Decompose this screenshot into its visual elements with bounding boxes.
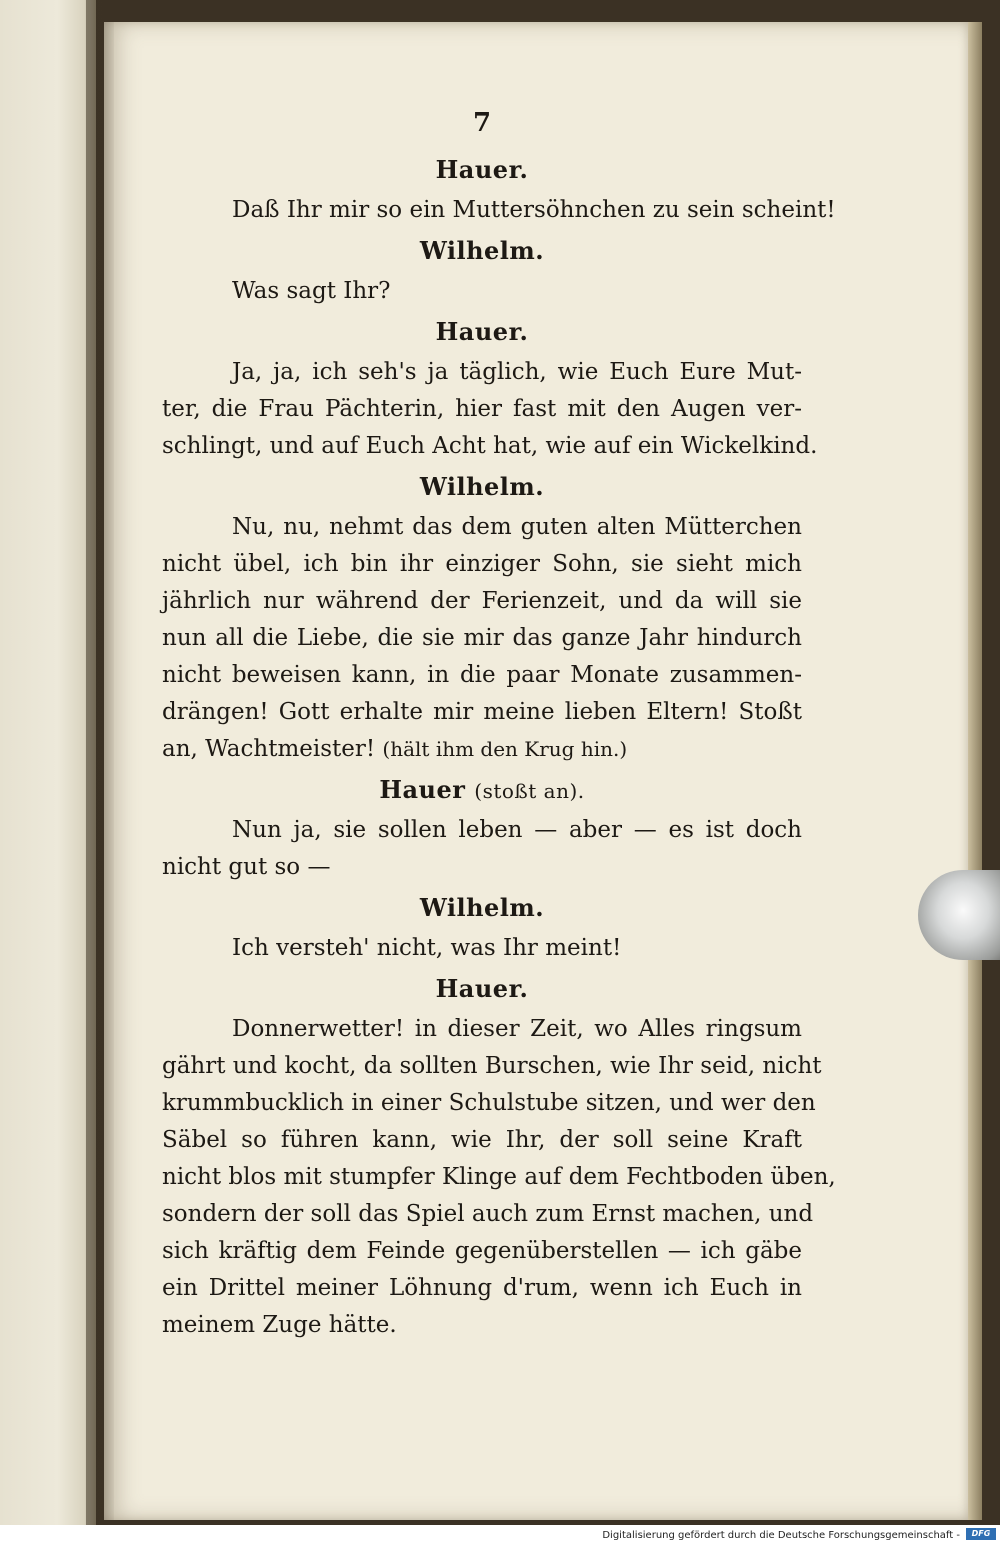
speaker-name (162, 148, 802, 192)
book-spine (86, 0, 114, 1525)
speaker-label: Hauer. (435, 317, 529, 346)
line-text: ter, die Frau Pächterin, hier fast mit den Augen ver- (162, 396, 802, 422)
speaker-name (162, 229, 802, 273)
line-text: Ich versteh' nicht, was Ihr meint! (232, 935, 622, 961)
speaker-name (162, 465, 802, 509)
text-line (162, 1085, 816, 1122)
text-line (162, 620, 802, 657)
line-text: nicht blos mit stumpfer Klinge auf dem Fechtboden üben, (162, 1164, 836, 1190)
text-line (162, 930, 802, 967)
line-text: sich kräftig dem Feinde gegenüberstellen — ich gäbe (162, 1238, 802, 1264)
digitization-credit: Digitalisierung gefördert durch die Deutsche Forschungsgemeinschaft - (602, 1530, 960, 1541)
stage-direction: (stoßt an). (474, 779, 585, 803)
line-text: Daß Ihr mir so ein Muttersöhnchen zu sein scheint! (232, 197, 836, 223)
line-text: nicht gut so — (162, 854, 331, 880)
line-text: Säbel so führen kann, wie Ihr, der soll seine Kraft (162, 1127, 802, 1153)
page-clip (918, 870, 1000, 960)
text-line (162, 849, 802, 886)
speaker-label: Wilhelm. (419, 472, 545, 501)
footer-bar (0, 1525, 1000, 1543)
speaker-name (162, 768, 802, 812)
line-text: gährt und kocht, da sollten Burschen, wie Ihr seid, nicht (162, 1053, 822, 1079)
text-line (162, 546, 802, 583)
speaker-label: Wilhelm. (419, 893, 545, 922)
text-line (162, 509, 802, 546)
speaker-label: Hauer. (435, 155, 529, 184)
text-line (162, 583, 802, 620)
line-text: meinem Zuge hätte. (162, 1312, 397, 1338)
line-text: krummbucklich in einer Schulstube sitzen, und wer den (162, 1090, 816, 1116)
facing-page (0, 0, 96, 1525)
page-number: 7 (472, 108, 492, 138)
text-line (162, 694, 802, 731)
text-line (162, 1270, 802, 1307)
line-text: Nun ja, sie sollen leben — aber — es ist doch (232, 817, 802, 843)
text-line (162, 1196, 814, 1233)
line-text: ein Drittel meiner Löhnung d'rum, wenn ich Euch in (162, 1275, 802, 1301)
text-line (162, 1122, 802, 1159)
line-text: drängen! Gott erhalte mir meine lieben Eltern! Stoßt (162, 699, 802, 725)
dfg-logo: DFG (966, 1528, 996, 1540)
stage-direction: (hält ihm den Krug hin.) (382, 737, 628, 761)
line-text: schlingt, und auf Euch Acht hat, wie auf ein Wickelkind. (162, 433, 818, 459)
text-line (162, 812, 802, 849)
line-text: jährlich nur während der Ferienzeit, und da will sie (162, 588, 802, 614)
speaker-label: Hauer. (435, 974, 529, 1003)
line-text: Ja, ja, ich seh's ja täglich, wie Euch Eure Mut- (232, 359, 802, 385)
line-text: sondern der soll das Spiel auch zum Ernst machen, und (162, 1201, 814, 1227)
text-line (162, 192, 836, 229)
speaker-label: Hauer (379, 775, 466, 804)
page-text (162, 98, 836, 1344)
text-line (162, 1048, 822, 1085)
line-text: Nu, nu, nehmt das dem guten alten Mütterchen (232, 514, 802, 540)
speaker-label: Wilhelm. (419, 236, 545, 265)
text-line (162, 354, 802, 391)
speaker-name (162, 310, 802, 354)
speaker-name (162, 967, 802, 1011)
page-edge (968, 22, 982, 1520)
line-text: nicht übel, ich bin ihr einziger Sohn, sie sieht mich (162, 551, 802, 577)
text-line (162, 391, 802, 428)
text-line (162, 657, 802, 694)
text-line (162, 273, 802, 310)
line-text: Was sagt Ihr? (232, 278, 391, 304)
text-line (162, 731, 802, 768)
text-line (162, 428, 818, 465)
speaker-name (162, 886, 802, 930)
line-text: nun all die Liebe, die sie mir das ganze Jahr hindurch (162, 625, 802, 651)
text-line (162, 1159, 836, 1196)
text-line (162, 1307, 802, 1344)
text-line (162, 1233, 802, 1270)
line-text: Donnerwetter! in dieser Zeit, wo Alles ringsum (232, 1016, 802, 1042)
line-text: nicht beweisen kann, in die paar Monate zusammen- (162, 662, 802, 688)
text-line (162, 1011, 802, 1048)
line-text: an, Wachtmeister! (162, 736, 376, 762)
